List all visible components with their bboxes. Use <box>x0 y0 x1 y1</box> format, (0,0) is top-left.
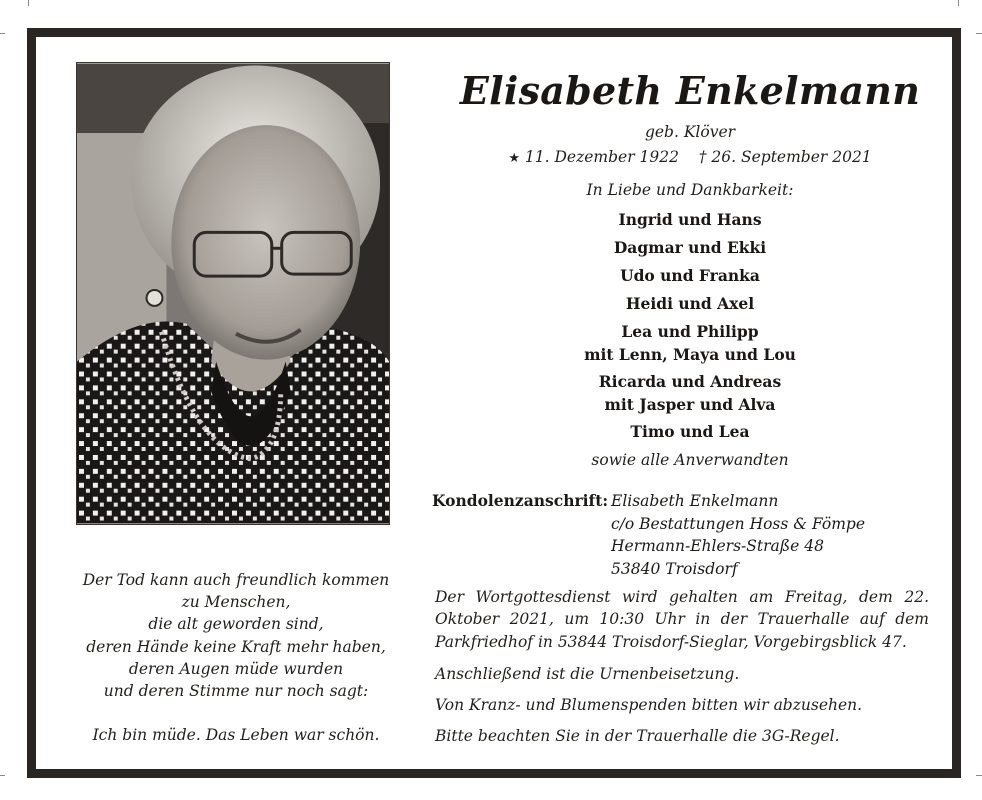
poem-closing: Ich bin müde. Das Leben war schön. <box>92 726 380 745</box>
condolence-label: Kondolenzanschrift: <box>432 491 609 510</box>
urn-burial: Anschließend ist die Urnenbeisetzung. <box>435 665 740 683</box>
family-entry-children: mit Lenn, Maya und Lou <box>584 345 796 364</box>
family-entry: Ingrid und Hans <box>618 210 762 229</box>
address-line: 53840 Troisdorf <box>611 559 738 578</box>
crop-mark-left-bottom <box>0 775 5 776</box>
portrait-photo <box>76 62 390 525</box>
relatives: sowie alle Anverwandten <box>591 451 789 469</box>
service-details: Der Wortgottesdienst wird gehalten am Freitag, dem 22. Oktober 2021, um 10:30 Uhr in der Trauerhalle auf dem Parkfriedhof in 53844 Troisdorf-Sieglar, Vorgebirgsblick 47. <box>435 588 929 651</box>
cross-icon: † <box>698 148 707 166</box>
crop-mark-right-top <box>976 33 982 34</box>
family-entry: Ricarda und Andreas <box>598 372 782 391</box>
star-icon: ★ <box>508 151 520 166</box>
crop-mark-top-right <box>958 0 959 6</box>
poem-line: Der Tod kann auch freundlich kommen <box>82 571 390 589</box>
notice-header <box>436 65 944 474</box>
crop-mark-right-bottom <box>976 775 982 776</box>
family-list <box>436 206 944 446</box>
condolence-address-lines <box>611 490 865 580</box>
portrait-image <box>77 63 389 524</box>
obituary-frame <box>27 28 961 778</box>
life-dates <box>436 143 944 173</box>
poem <box>36 569 436 746</box>
address-line: Hermann-Ehlers-Straße 48 <box>611 537 824 555</box>
poem-line: zu Menschen, <box>181 593 291 612</box>
family-entry: Lea und Philipp <box>621 322 759 341</box>
family-entry: Timo und Lea <box>630 422 750 441</box>
poem-line: die alt geworden sind, <box>148 615 324 634</box>
dedication: In Liebe und Dankbarkeit: <box>586 181 794 199</box>
address-line: Elisabeth Enkelmann <box>611 492 779 510</box>
birth-date: 11. Dezember 1922 <box>524 148 679 166</box>
flowers-note: Von Kranz- und Blumenspenden bitten wir abzusehen. <box>435 696 863 714</box>
family-entry: Heidi und Axel <box>625 294 755 313</box>
death-date: 26. September 2021 <box>711 148 872 166</box>
deceased-name: Elisabeth Enkelmann <box>459 68 921 113</box>
crop-mark-top-left <box>28 0 29 6</box>
family-entry: Udo und Franka <box>620 266 760 285</box>
birth-name: geb. Klöver <box>644 123 736 141</box>
poem-line: deren Hände keine Kraft mehr haben, <box>86 637 386 656</box>
3g-rule-note: Bitte beachten Sie in der Trauerhalle die 3G-Regel. <box>435 727 840 745</box>
family-entry: Dagmar und Ekki <box>613 238 767 257</box>
poem-line: und deren Stimme nur noch sagt: <box>103 682 369 701</box>
crop-mark-left-top <box>0 33 5 34</box>
address-line: c/o Bestattungen Hoss & Fömpe <box>611 514 866 533</box>
family-entry-children: mit Jasper und Alva <box>604 395 776 414</box>
poem-line: deren Augen müde wurden <box>128 659 344 678</box>
